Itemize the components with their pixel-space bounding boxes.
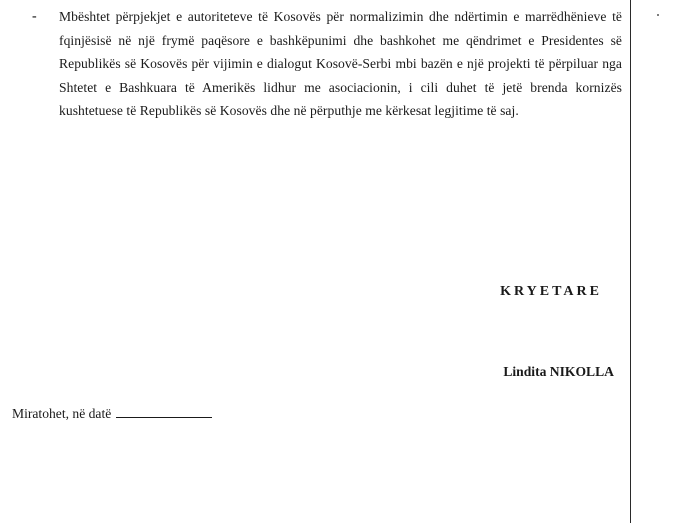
scan-mark: [657, 14, 659, 16]
signatory-title: KRYETARE: [500, 284, 602, 299]
date-blank: [116, 403, 212, 418]
approval-label: Miratohet, në datë: [12, 406, 112, 421]
bullet-paragraph: [32, 5, 622, 123]
margin-rule: [630, 0, 631, 523]
bullet-text: Mbështet përpjekjet e autoriteteve të Kosovës për normalizimin dhe ndërtimin e marrëdhënieve të fqinjësisë në një frymë paqësore e bashkëpunimi dhe bashkohet me qëndrimet e Presidentes së Republikës së Kosovës për vijimin e dialogut Kosovë-Serbi mbi bazën e një projekti të përpiluar nga Shtetet e Bashkuara të Amerikës lidhur me asociacionin, i cili duhet të jetë brenda kornizës kushtetuese të Republikës së Kosovës dhe në përputhje me kërkesat legjitime të saj.: [59, 9, 622, 118]
approval-line: [12, 403, 212, 422]
bullet-marker: -: [32, 9, 37, 24]
signatory-name: Lindita NIKOLLA: [503, 364, 614, 379]
